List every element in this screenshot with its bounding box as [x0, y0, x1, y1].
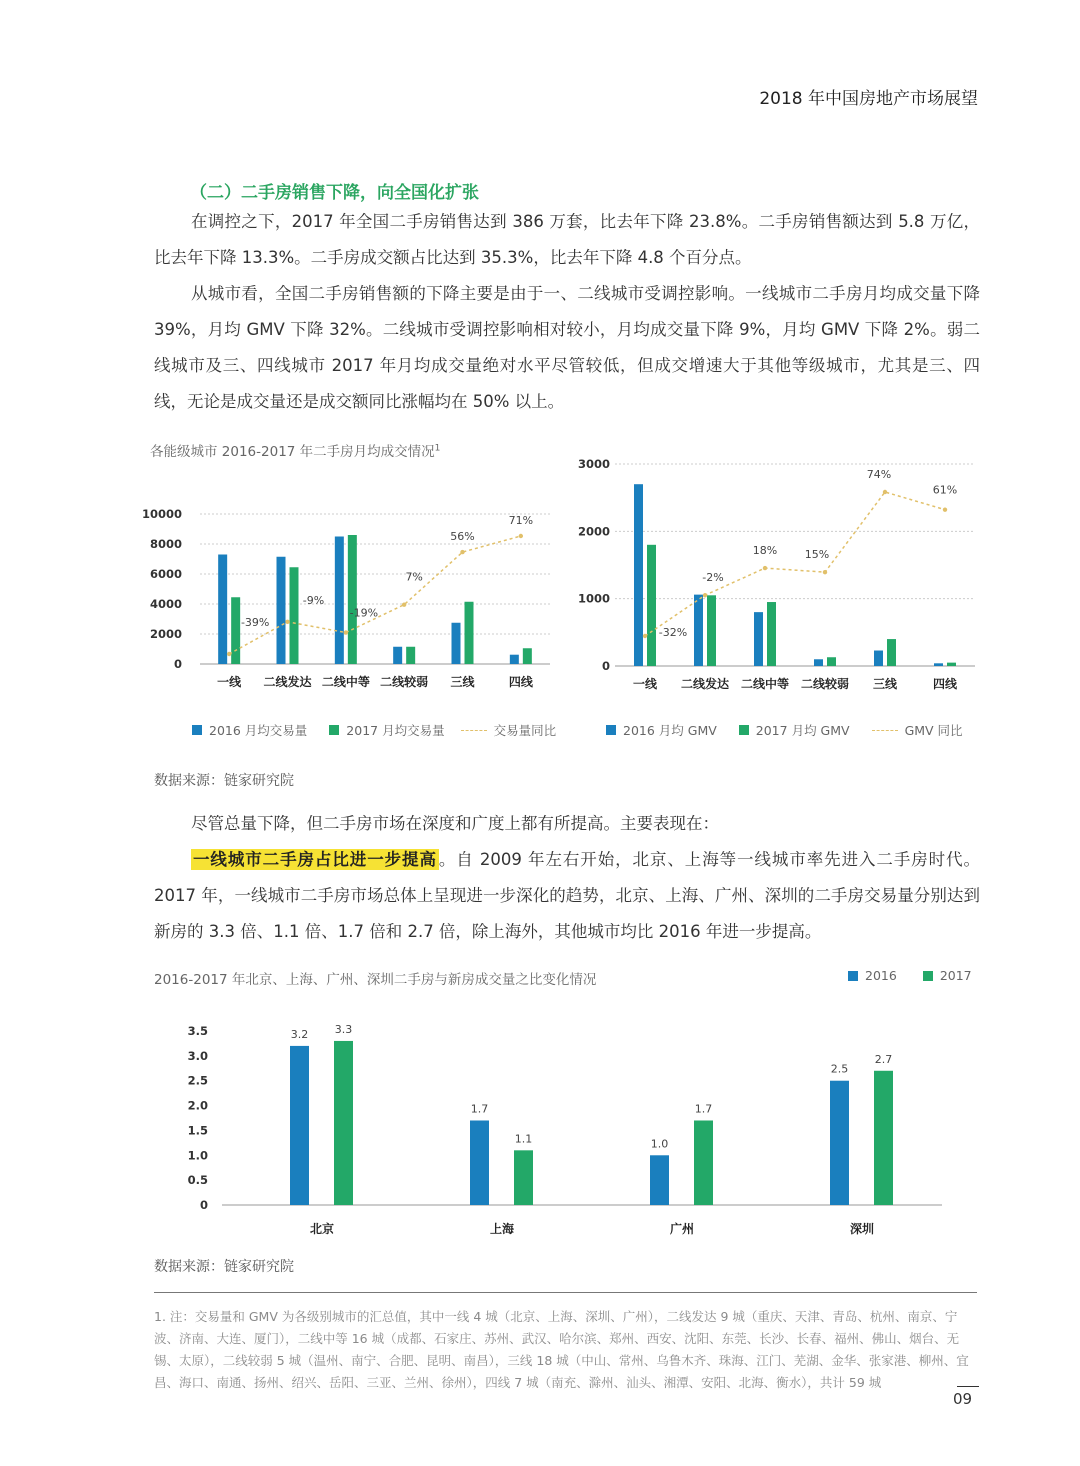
bar-2016	[634, 484, 643, 666]
growth-point	[643, 634, 647, 638]
x-tick-label: 二线中等	[740, 677, 790, 691]
x-tick-label: 三线	[450, 675, 475, 689]
x-tick-label: 二线发达	[263, 675, 312, 689]
bar-2017	[348, 535, 357, 664]
data-label-2017: 1.7	[694, 1102, 713, 1116]
bar-2017	[707, 595, 716, 666]
bar-2016	[290, 1046, 309, 1205]
y-tick-label: 3.0	[187, 1048, 208, 1063]
x-tick-label: 二线中等	[321, 675, 370, 689]
bar-2017	[290, 567, 299, 664]
x-tick-label: 深圳	[849, 1222, 875, 1236]
legend-dashed-line	[461, 730, 487, 731]
bar-2016	[335, 537, 344, 665]
x-tick-label: 北京	[309, 1222, 335, 1236]
legend-label: 2016 月均交易量	[209, 723, 308, 738]
growth-point	[460, 550, 464, 554]
legend-swatch-blue	[606, 725, 616, 735]
legend-label: 2017	[939, 968, 972, 983]
bar-2017	[406, 647, 415, 664]
bar-2016	[694, 595, 703, 666]
legend-label: GMV 同比	[904, 723, 963, 738]
chart-monthly-volume	[140, 490, 570, 700]
bar-2017	[647, 545, 656, 666]
y-tick-label: 2.5	[187, 1073, 208, 1088]
x-tick-label: 一线	[632, 677, 658, 691]
bar-2017	[523, 648, 532, 664]
x-tick-label: 二线发达	[680, 677, 730, 691]
footnote	[154, 1306, 980, 1394]
section-heading: （二）二手房销售下降，向全国化扩张	[190, 183, 479, 203]
paragraph-1-text: 在调控之下，2017 年全国二手房销售达到 386 万套，比去年下降 23.8%。二手房销售额达到 5.8 万亿，比去年下降 13.3%。二手房成交额占比达到 35.3%，比去年下降 4.8 个百分点。	[154, 212, 980, 267]
chart1-legend	[192, 721, 556, 739]
bar-2017	[874, 1071, 893, 1205]
bar-2016	[452, 623, 461, 664]
paragraph-4	[154, 842, 980, 950]
figure1-title-wrap	[150, 440, 440, 460]
bar-2016	[874, 651, 883, 666]
growth-label: 18%	[752, 544, 778, 558]
bar-2016	[830, 1081, 849, 1205]
bar-2017	[334, 1041, 353, 1205]
legend-label: 2016	[865, 968, 897, 983]
figure1-title: 各能级城市 2016-2017 年二手房月均成交情况	[150, 444, 435, 460]
bar-2016	[510, 655, 519, 664]
bar-2016	[934, 663, 943, 666]
paragraph-2-text: 从城市看，全国二手房销售额的下降主要是由于一、二线城市受调控影响。一线城市二手房月均成交量下降 39%，月均 GMV 下降 32%。二线城市受调控影响相对较小，月均成交量下降 9%，月均 GMV 下降 2%。弱二线城市及三、四线城市 2017 年月均成交量绝对水平尽管较低，但成交增速大于其他等级城市，尤其是三、四线，无论是成交量还是成交额同比涨幅均在 50% 以上。	[154, 284, 980, 411]
growth-label: -19%	[349, 606, 379, 620]
x-tick-label: 三线	[872, 677, 898, 691]
growth-point	[883, 490, 887, 494]
bar-2017	[231, 597, 240, 664]
bar-2017	[827, 657, 836, 666]
x-tick-label: 广州	[669, 1222, 695, 1236]
data-label-2016: 1.0	[650, 1137, 669, 1151]
growth-label: 61%	[932, 483, 958, 497]
y-tick-label: 0	[199, 1198, 208, 1212]
bar-2017	[465, 602, 474, 664]
legend-swatch-green	[329, 725, 339, 735]
bar-2016	[277, 557, 286, 664]
bar-2016	[814, 659, 823, 666]
data-label-2016: 2.5	[830, 1062, 849, 1076]
paragraph-4-text	[154, 842, 980, 950]
y-tick-label: 6000	[149, 567, 182, 581]
y-tick-label: 2000	[149, 627, 182, 641]
y-tick-label: 0	[601, 659, 610, 673]
data-label-2017: 1.1	[514, 1132, 533, 1146]
growth-point	[227, 652, 231, 656]
paragraph-3-text: 尽管总量下降，但二手房市场在深度和广度上都有所提高。主要表现在：	[191, 814, 719, 833]
figure2-title: 2016-2017 年北京、上海、广州、深圳二手房与新房成交量之比变化情况	[154, 972, 597, 988]
growth-label: -39%	[240, 616, 270, 629]
running-header: 2018 年中国房地产市场展望	[759, 89, 978, 109]
legend-label: 2017 月均 GMV	[755, 723, 850, 738]
legend-swatch-blue	[192, 725, 202, 735]
bar-2017	[694, 1120, 713, 1205]
bar-2016	[393, 647, 402, 664]
paragraph-2	[154, 276, 980, 420]
figure1-footnote-mark: 1	[434, 443, 441, 454]
growth-line	[229, 536, 521, 654]
chart2-legend	[606, 721, 963, 739]
y-tick-label: 3.5	[187, 1024, 208, 1038]
data-label-2016: 3.2	[290, 1027, 309, 1041]
paragraph-4-rest: 。自 2009 年左右开始，北京、上海等一线城市率先进入二手房时代。2017 年，一线城市二手房市场总体上呈现进一步深化的趋势，北京、上海、广州、深圳的二手房交易量分别达到新房的 3.3 倍、1.1 倍、1.7 倍和 2.7 倍，除上海外，其他城市均比 2016 年进一步提高。	[154, 850, 981, 941]
highlight-text: 一线城市二手房占比进一步提高	[193, 850, 437, 869]
growth-point	[763, 566, 767, 570]
figure2-source: 数据来源：链家研究院	[154, 1259, 294, 1275]
y-tick-label: 2000	[577, 524, 610, 539]
data-label-2016: 1.7	[470, 1102, 489, 1116]
x-tick-label: 四线	[932, 677, 958, 691]
legend-label: 交易量同比	[493, 723, 557, 738]
paragraph-1	[154, 204, 980, 276]
growth-label: 56%	[450, 530, 475, 544]
y-tick-label: 1.5	[187, 1123, 208, 1138]
growth-line	[645, 492, 945, 636]
bar-2016	[650, 1155, 669, 1205]
paragraph-3	[154, 806, 980, 842]
x-tick-label: 二线较弱	[800, 677, 850, 691]
legend-swatch-green	[739, 725, 749, 735]
y-tick-label: 0	[173, 657, 182, 671]
bar-2016	[218, 555, 227, 665]
chart3-legend	[848, 968, 972, 983]
y-tick-label: 1.0	[187, 1148, 208, 1163]
growth-point	[402, 602, 406, 606]
bar-2017	[947, 663, 956, 666]
data-label-2017: 3.3	[334, 1022, 353, 1036]
growth-label: -9%	[302, 593, 325, 607]
growth-label: 7%	[405, 570, 423, 584]
growth-point	[344, 630, 348, 634]
chart-resale-new-ratio	[180, 1005, 960, 1245]
legend-swatch-blue	[848, 971, 858, 981]
growth-label: 15%	[804, 548, 830, 562]
growth-point	[703, 593, 707, 597]
y-tick-label: 8000	[149, 537, 182, 551]
growth-point	[943, 507, 947, 511]
legend-dashed-line	[872, 730, 898, 731]
page-number-rule	[957, 1386, 979, 1387]
growth-point	[285, 620, 289, 624]
bar-2017	[767, 602, 776, 666]
x-tick-label: 一线	[217, 675, 242, 689]
y-tick-label: 4000	[149, 597, 182, 611]
legend-label: 2016 月均 GMV	[623, 723, 717, 738]
legend-label: 2017 月均交易量	[346, 723, 445, 738]
x-tick-label: 二线较弱	[380, 675, 429, 689]
growth-point	[823, 570, 827, 574]
bar-2016	[754, 612, 763, 666]
data-label-2017: 2.7	[874, 1052, 893, 1066]
y-tick-label: 2.0	[187, 1098, 208, 1113]
y-tick-label: 1000	[577, 591, 610, 606]
growth-label: 74%	[866, 468, 892, 481]
growth-label: -2%	[702, 571, 724, 585]
figure1-source: 数据来源：链家研究院	[154, 773, 294, 789]
y-tick-label: 10000	[141, 507, 182, 521]
x-tick-label: 四线	[508, 675, 533, 689]
growth-label: -32%	[658, 626, 688, 639]
footnote-divider	[154, 1292, 977, 1293]
x-tick-label: 上海	[489, 1222, 515, 1236]
y-tick-label: 3000	[577, 457, 610, 471]
bar-2017	[887, 639, 896, 666]
y-tick-label: 0.5	[187, 1173, 208, 1188]
growth-label: 71%	[508, 514, 534, 527]
growth-point	[519, 534, 523, 538]
legend-swatch-green	[923, 971, 933, 981]
footnote-text: 1. 注：交易量和 GMV 为各级别城市的汇总值，其中一线 4 城（北京、上海、深圳、广州），二线发达 9 城（重庆、天津、青岛、杭州、南京、宁波、济南、大连、厦门），二线中等 16 城（成都、石家庄、苏州、武汉、哈尔滨、郑州、西安、沈阳、东莞、长沙、长春、福州、佛山、烟台、无锡、太原），二线较弱 5 城（温州、南宁、合肥、昆明、南昌），三线 18 城（中山、常州、乌鲁木齐、珠海、江门、芜湖、金华、张家港、柳州、宜昌、海口、南通、扬州、绍兴、岳阳、三亚、兰州、徐州），四线 7 城（南充、滁州、汕头、湘潭、安阳、北海、衡水），共计 59 城	[154, 1309, 969, 1390]
chart-monthly-gmv	[570, 450, 990, 700]
page-number: 09	[953, 1390, 973, 1408]
bar-2016	[470, 1120, 489, 1205]
bar-2017	[514, 1150, 533, 1205]
